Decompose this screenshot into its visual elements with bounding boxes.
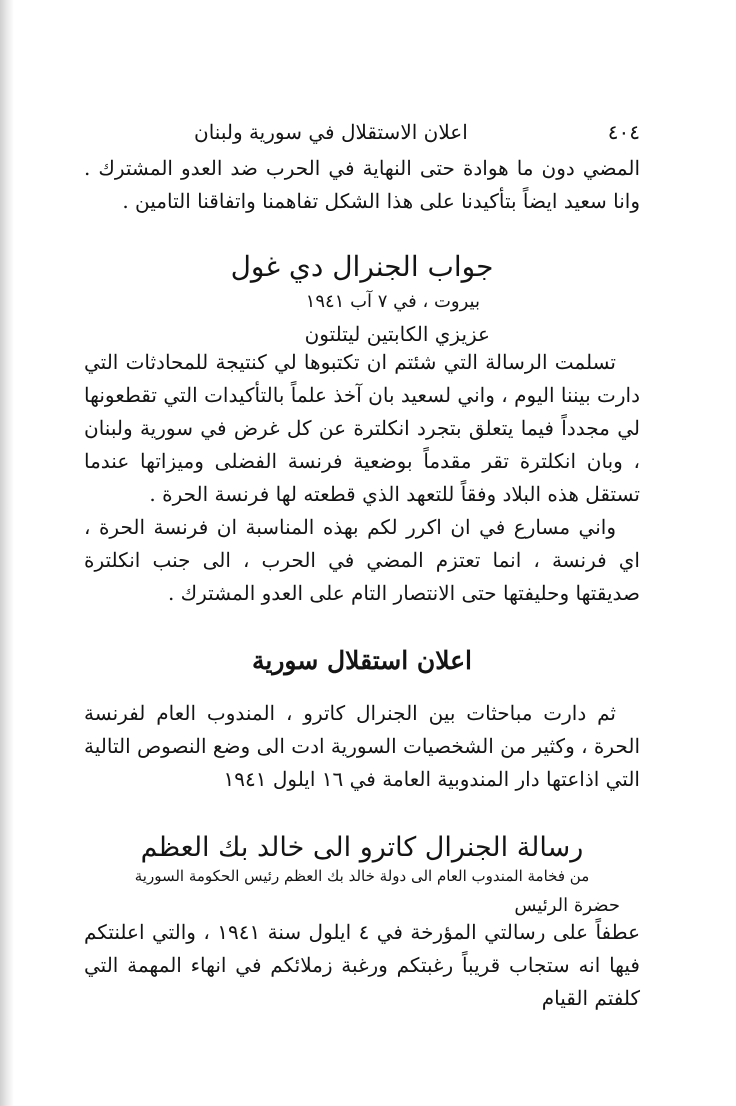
- running-title: اعلان الاستقلال في سورية ولبنان: [194, 120, 468, 144]
- catroux-letter-paragraph: عطفاً على رسالتي المؤرخة في ٤ ايلول سنة ١٩٤١ ، والتي اعلنتكم فيها انه ستجاب قريباً رغبتكم ورغبة زملائكم في انهاء المهمة التي كلفتم القيام: [84, 920, 641, 1010]
- syria-independence-paragraph: ثم دارت مباحثات بين الجنرال كاترو ، المندوب العام لفرنسة الحرة ، وكثير من الشخصيات السورية ادت الى وضع النصوص التالية التي اذاعتها دار المندوبية العامة في ١٦ ايلول ١٩٤١: [84, 701, 640, 791]
- scan-edge-shadow: [0, 0, 14, 1106]
- salutation: عزيزي الكابتين ليتلتون: [304, 322, 490, 346]
- dateline: بيروت ، في ٧ آب ١٩٤١: [305, 291, 480, 312]
- running-header: [84, 120, 640, 144]
- addressee: حضرة الرئيس: [514, 895, 620, 916]
- intro-paragraph: المضي دون ما هوادة حتى النهاية في الحرب ضد العدو المشترك . وانا سعيد ايضاً بتأكيدنا على هذا الشكل تفاهمنا واتفاقنا التامين .: [84, 156, 640, 213]
- syria-independence-heading: اعلان استقلال سورية: [251, 646, 472, 675]
- catroux-letter-subtitle: من فخامة المندوب العام الى دولة خالد بك العظم رئيس الحكومة السورية: [134, 867, 590, 885]
- degaulle-paragraph-2: واني مسارع في ان اكرر لكم بهذه المناسبة ان فرنسة الحرة ، اي فرنسة ، انما تعتزم المضي في الحرب ، الى جنب انكلترة صديقتها وحليفتها حتى الانتصار التام على العدو المشترك .: [84, 515, 640, 605]
- page-number: ٤٠٤: [607, 120, 640, 144]
- catroux-letter-heading: رسالة الجنرال كاترو الى خالد بك العظم: [140, 832, 584, 863]
- degaulle-reply-heading: جواب الجنرال دي غول: [230, 250, 494, 283]
- page-content: [84, 120, 640, 1015]
- degaulle-paragraph-1: تسلمت الرسالة التي شئتم ان تكتبوها لي كنتيجة للمحادثات التي دارت بيننا اليوم ، واني لسعيد بان آخذ علماً بالتأكيدات التي تقطعونها لي مجدداً فيما يتعلق بتجرد انكلترة عن كل غرض في سورية ولبنان ، وبان انكلترة تقر مقدماً بوضعية فرنسة الفضلى وميزاتها عندما تستقل هذه البلاد وفقاً للتعهد الذي قطعته لها فرنسة الحرة .: [84, 350, 640, 506]
